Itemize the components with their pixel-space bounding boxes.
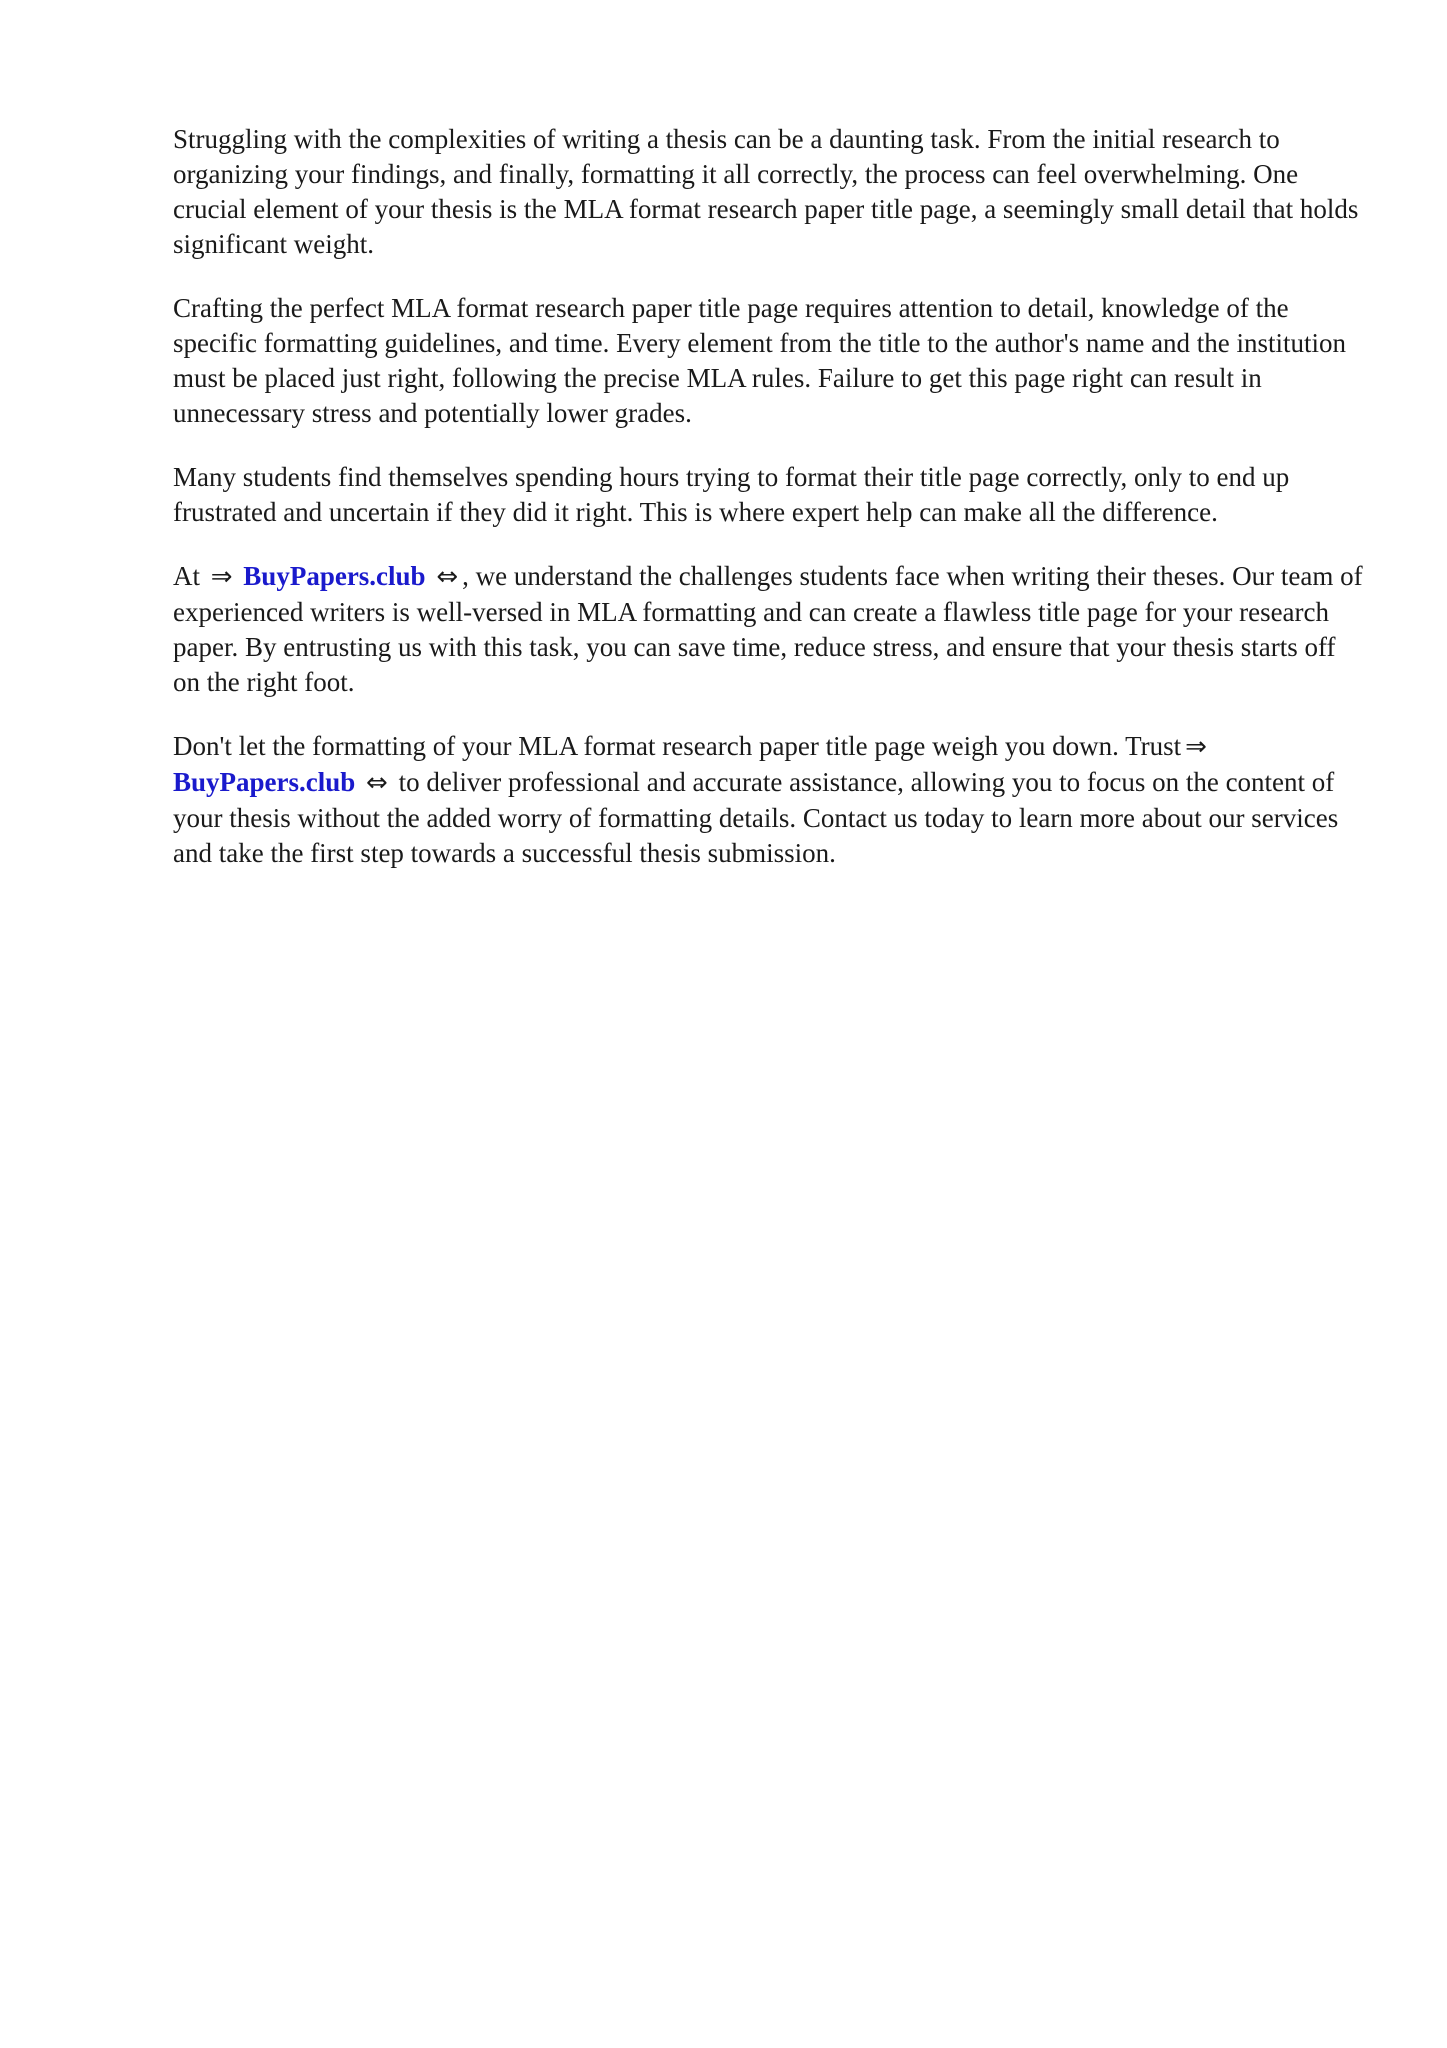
paragraph-service-suffix: , we understand the challenges students face when writing their theses. Our team of experienced writers is well-versed in MLA formatting and can create a flawless title page for your research paper. By entrusting us with this task, you can save time, reduce stress, and ensure that your thesis starts off on the right foot. [173, 561, 1363, 697]
paragraph-crafting: Crafting the perfect MLA format research paper title page requires attention to detail, knowledge of the specific formatting guidelines, and time. Every element from the title to the author's name and the institution must be placed just right, following the precise MLA rules. Failure to get this page right can result in unnecessary stress and potentially lower grades. [173, 293, 1347, 428]
paragraph-students: Many students find themselves spending hours trying to format their title page correctly, only to end up frustrated and uncertain if they did it right. This is where expert help can make all the difference. [173, 462, 1290, 527]
paragraph-trust [173, 729, 1363, 871]
arrow-both-icon: ⇔ [366, 768, 388, 798]
paragraph-service-prefix: At [173, 561, 200, 591]
paragraph-service [173, 559, 1363, 700]
arrow-right-icon: ⇒ [210, 562, 233, 592]
document-body [173, 122, 1363, 900]
paragraph-intro: Struggling with the complexities of writing a thesis can be a daunting task. From the initial research to organizing your findings, and finally, formatting it all correctly, the process can feel overwhelming. One crucial element of your thesis is the MLA format research paper title page, a seemingly small detail that holds significant weight. [173, 124, 1359, 259]
buypapers-link-2[interactable]: BuyPapers.club [173, 767, 356, 797]
arrow-both-icon: ⇔ [436, 562, 459, 592]
paragraph-trust-suffix: to deliver professional and accurate assistance, allowing you to focus on the content of your thesis without the added worry of formatting details. Contact us today to learn more about our services and take the first step towards a successful thesis submission. [173, 767, 1339, 868]
arrow-right-icon: ⇒ [1185, 732, 1207, 762]
buypapers-link[interactable]: BuyPapers.club [243, 561, 426, 591]
paragraph-trust-prefix: Don't let the formatting of your MLA format research paper title page weigh you down. Trust [173, 731, 1182, 761]
